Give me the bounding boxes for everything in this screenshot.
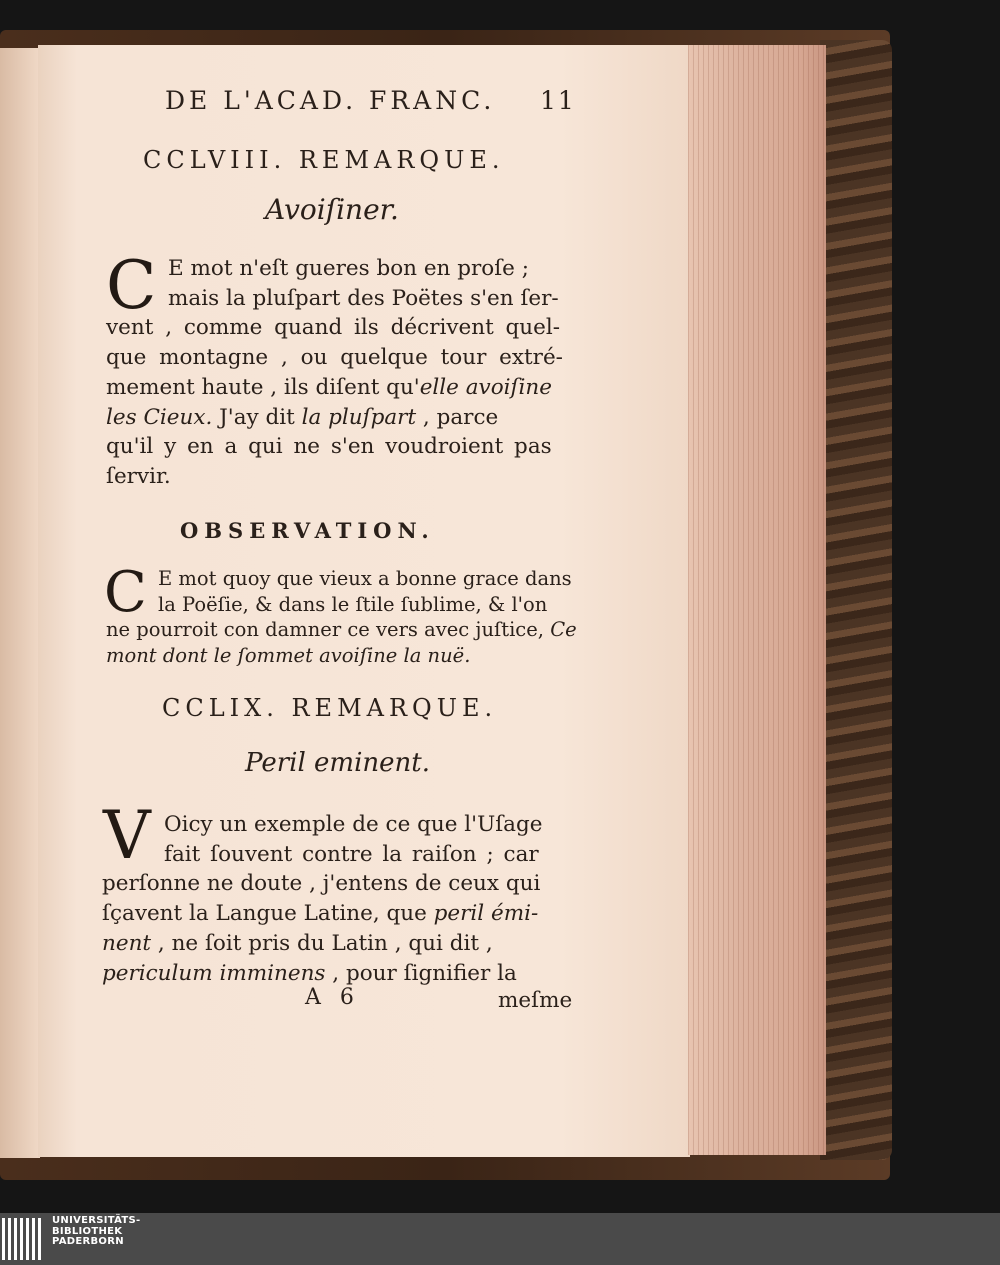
text-line: vent , comme quand ils décrivent quel- — [106, 315, 561, 341]
text-line: mais la pluſpart des Poëtes s'en ſer- — [168, 285, 559, 311]
text-line: fait ſouvent contre la raiſon ; car — [164, 841, 539, 867]
remark-heading-1: CCLVIII. REMARQUE. — [143, 146, 505, 174]
remark-paragraph-2 — [102, 810, 578, 988]
page-number: 11 — [540, 86, 576, 115]
running-head: DE L'ACAD. FRANC. — [165, 86, 496, 115]
footer-band — [0, 1213, 1000, 1265]
observation-paragraph — [104, 560, 578, 668]
text-line: ne pourroit con damner ce vers avec juſtice, Ce — [106, 618, 577, 641]
remark-heading-2: CCLIX. REMARQUE. — [162, 694, 498, 722]
text-line: ſçavent la Langue Latine, que peril émi- — [102, 901, 539, 927]
remark-title-1: Avoiſiner. — [265, 193, 399, 226]
text-line: les Cieux. J'ay dit la pluſpart , parce — [106, 404, 499, 430]
library-bars-logo-icon — [0, 1216, 46, 1262]
text-line: ſervir. — [106, 463, 171, 489]
remark-title-2: Peril eminent. — [245, 748, 430, 778]
text-line: Oicy un exemple de ce que l'Uſage — [164, 812, 543, 837]
page-fore-edge — [688, 45, 826, 1155]
text-line: que montagne , ou quelque tour extré- — [106, 345, 563, 371]
dropcap-1: C — [106, 247, 157, 324]
logo-line-3: PADERBORN — [52, 1236, 124, 1247]
text-line: la Poëſie, & dans le ſtile ſublime, & l'on — [158, 592, 548, 616]
text-line: nent , ne ſoit pris du Latin , qui dit , — [102, 930, 493, 956]
text-line: mont dont le ſommet avoiſine la nuë. — [106, 643, 471, 667]
left-page-edge — [0, 48, 40, 1158]
signature-mark: A 6 — [305, 985, 360, 1010]
logo-line-2: BIBLIOTHEK — [52, 1225, 123, 1237]
dropcap-3: V — [103, 797, 151, 874]
book-spine-edge — [820, 40, 892, 1160]
text-line: periculum imminens , pour ſignifier la — [102, 960, 517, 986]
text-line: E mot quoy que vieux a bonne grace dans — [158, 567, 572, 590]
text-line: perſonne ne doute , j'entens de ceux qui — [102, 871, 541, 897]
remark-paragraph-1 — [106, 247, 578, 492]
logo-line-1: UNIVERSITÄTS- — [52, 1215, 141, 1226]
library-logo-text — [52, 1216, 141, 1248]
catchword: meſme — [498, 988, 573, 1013]
dropcap-2: C — [104, 560, 147, 625]
text-line: E mot n'eſt gueres bon en proſe ; — [168, 256, 529, 281]
text-line: qu'il y en a qui ne s'en voudroient pas — [106, 434, 552, 460]
observation-heading: OBSERVATION. — [180, 518, 435, 543]
text-line: mement haute , ils diſent qu'elle avoiſine — [106, 374, 552, 400]
